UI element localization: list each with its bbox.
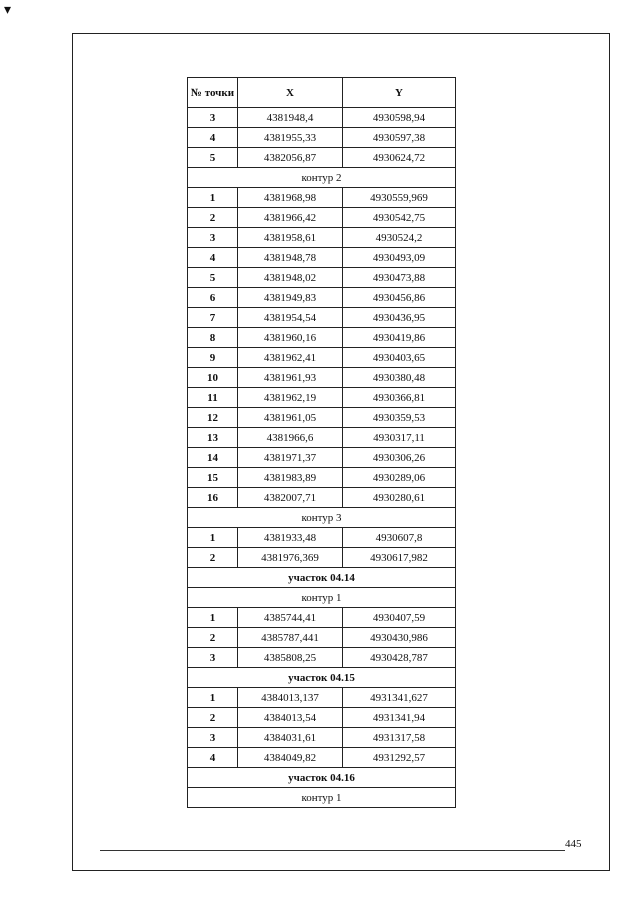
x-cell: 4381966,6 — [238, 428, 343, 448]
point-number-cell: 2 — [188, 708, 238, 728]
y-cell: 4930473,88 — [343, 268, 456, 288]
x-cell: 4381958,61 — [238, 228, 343, 248]
y-cell: 4930407,59 — [343, 608, 456, 628]
point-number-cell: 4 — [188, 748, 238, 768]
y-cell: 4931292,57 — [343, 748, 456, 768]
point-number-cell: 15 — [188, 468, 238, 488]
footer-rule — [100, 850, 565, 851]
y-cell: 4930280,61 — [343, 488, 456, 508]
y-cell: 4930366,81 — [343, 388, 456, 408]
x-cell: 4381976,369 — [238, 548, 343, 568]
table-row — [188, 268, 456, 288]
table-body — [188, 108, 456, 808]
x-cell: 4381933,48 — [238, 528, 343, 548]
table-row — [188, 648, 456, 668]
point-number-cell: 1 — [188, 608, 238, 628]
x-cell: 4382056,87 — [238, 148, 343, 168]
point-number-cell: 3 — [188, 108, 238, 128]
section-label: участок 04.15 — [188, 668, 456, 688]
y-cell: 4930542,75 — [343, 208, 456, 228]
table-row — [188, 388, 456, 408]
y-cell: 4931317,58 — [343, 728, 456, 748]
y-cell: 4930359,53 — [343, 408, 456, 428]
table-row — [188, 368, 456, 388]
table-row — [188, 548, 456, 568]
y-cell: 4930456,86 — [343, 288, 456, 308]
section-row — [188, 568, 456, 588]
contour-row — [188, 788, 456, 808]
point-number-cell: 14 — [188, 448, 238, 468]
x-cell: 4381948,78 — [238, 248, 343, 268]
table-row — [188, 148, 456, 168]
point-number-cell: 1 — [188, 528, 238, 548]
point-number-cell: 12 — [188, 408, 238, 428]
header-y: Y — [343, 78, 456, 108]
table-row — [188, 748, 456, 768]
point-number-cell: 11 — [188, 388, 238, 408]
y-cell: 4930306,26 — [343, 448, 456, 468]
x-cell: 4384013,137 — [238, 688, 343, 708]
corner-mark: ▾ — [4, 3, 12, 18]
y-cell: 4931341,627 — [343, 688, 456, 708]
y-cell: 4930436,95 — [343, 308, 456, 328]
contour-row — [188, 508, 456, 528]
y-cell: 4930607,8 — [343, 528, 456, 548]
x-cell: 4381962,19 — [238, 388, 343, 408]
point-number-cell: 2 — [188, 548, 238, 568]
section-label: участок 04.16 — [188, 768, 456, 788]
coordinates-table — [187, 77, 456, 808]
point-number-cell: 3 — [188, 728, 238, 748]
y-cell: 4930428,787 — [343, 648, 456, 668]
point-number-cell: 4 — [188, 248, 238, 268]
x-cell: 4381948,02 — [238, 268, 343, 288]
section-row — [188, 768, 456, 788]
x-cell: 4384049,82 — [238, 748, 343, 768]
x-cell: 4382007,71 — [238, 488, 343, 508]
x-cell: 4381960,16 — [238, 328, 343, 348]
table-row — [188, 428, 456, 448]
table-row — [188, 488, 456, 508]
x-cell: 4381966,42 — [238, 208, 343, 228]
y-cell: 4930289,06 — [343, 468, 456, 488]
point-number-cell: 7 — [188, 308, 238, 328]
contour-label: контур 1 — [188, 788, 456, 808]
point-number-cell: 2 — [188, 628, 238, 648]
x-cell: 4381955,33 — [238, 128, 343, 148]
point-number-cell: 5 — [188, 268, 238, 288]
y-cell: 4930524,2 — [343, 228, 456, 248]
y-cell: 4930624,72 — [343, 148, 456, 168]
x-cell: 4384013,54 — [238, 708, 343, 728]
contour-label: контур 3 — [188, 508, 456, 528]
section-row — [188, 668, 456, 688]
table-row — [188, 628, 456, 648]
table-row — [188, 228, 456, 248]
x-cell: 4385808,25 — [238, 648, 343, 668]
table-row — [188, 608, 456, 628]
point-number-cell: 16 — [188, 488, 238, 508]
point-number-cell: 1 — [188, 688, 238, 708]
x-cell: 4384031,61 — [238, 728, 343, 748]
y-cell: 4930380,48 — [343, 368, 456, 388]
table-row — [188, 248, 456, 268]
point-number-cell: 9 — [188, 348, 238, 368]
y-cell: 4930617,982 — [343, 548, 456, 568]
point-number-cell: 5 — [188, 148, 238, 168]
y-cell: 4930317,11 — [343, 428, 456, 448]
table-row — [188, 188, 456, 208]
y-cell: 4930493,09 — [343, 248, 456, 268]
table-row — [188, 108, 456, 128]
table-header-row — [188, 78, 456, 108]
table-row — [188, 688, 456, 708]
table-row — [188, 708, 456, 728]
y-cell: 4930419,86 — [343, 328, 456, 348]
table-row — [188, 348, 456, 368]
x-cell: 4381949,83 — [238, 288, 343, 308]
point-number-cell: 10 — [188, 368, 238, 388]
point-number-cell: 13 — [188, 428, 238, 448]
section-label: участок 04.14 — [188, 568, 456, 588]
point-number-cell: 8 — [188, 328, 238, 348]
y-cell: 4930403,65 — [343, 348, 456, 368]
contour-row — [188, 168, 456, 188]
y-cell: 4930597,38 — [343, 128, 456, 148]
table-row — [188, 728, 456, 748]
point-number-cell: 3 — [188, 648, 238, 668]
contour-row — [188, 588, 456, 608]
header-point-number: № точки — [188, 78, 238, 108]
table-row — [188, 448, 456, 468]
table-row — [188, 468, 456, 488]
point-number-cell: 6 — [188, 288, 238, 308]
table-row — [188, 408, 456, 428]
x-cell: 4385787,441 — [238, 628, 343, 648]
point-number-cell: 4 — [188, 128, 238, 148]
x-cell: 4381954,54 — [238, 308, 343, 328]
table-row — [188, 328, 456, 348]
x-cell: 4381962,41 — [238, 348, 343, 368]
x-cell: 4385744,41 — [238, 608, 343, 628]
x-cell: 4381961,05 — [238, 408, 343, 428]
x-cell: 4381971,37 — [238, 448, 343, 468]
point-number-cell: 2 — [188, 208, 238, 228]
contour-label: контур 1 — [188, 588, 456, 608]
x-cell: 4381961,93 — [238, 368, 343, 388]
page-number: 445 — [565, 838, 582, 850]
y-cell: 4930559,969 — [343, 188, 456, 208]
y-cell: 4931341,94 — [343, 708, 456, 728]
table-row — [188, 308, 456, 328]
contour-label: контур 2 — [188, 168, 456, 188]
x-cell: 4381948,4 — [238, 108, 343, 128]
y-cell: 4930598,94 — [343, 108, 456, 128]
x-cell: 4381968,98 — [238, 188, 343, 208]
header-x: X — [238, 78, 343, 108]
table-row — [188, 208, 456, 228]
table-row — [188, 128, 456, 148]
point-number-cell: 3 — [188, 228, 238, 248]
table-row — [188, 528, 456, 548]
x-cell: 4381983,89 — [238, 468, 343, 488]
table-row — [188, 288, 456, 308]
point-number-cell: 1 — [188, 188, 238, 208]
y-cell: 4930430,986 — [343, 628, 456, 648]
